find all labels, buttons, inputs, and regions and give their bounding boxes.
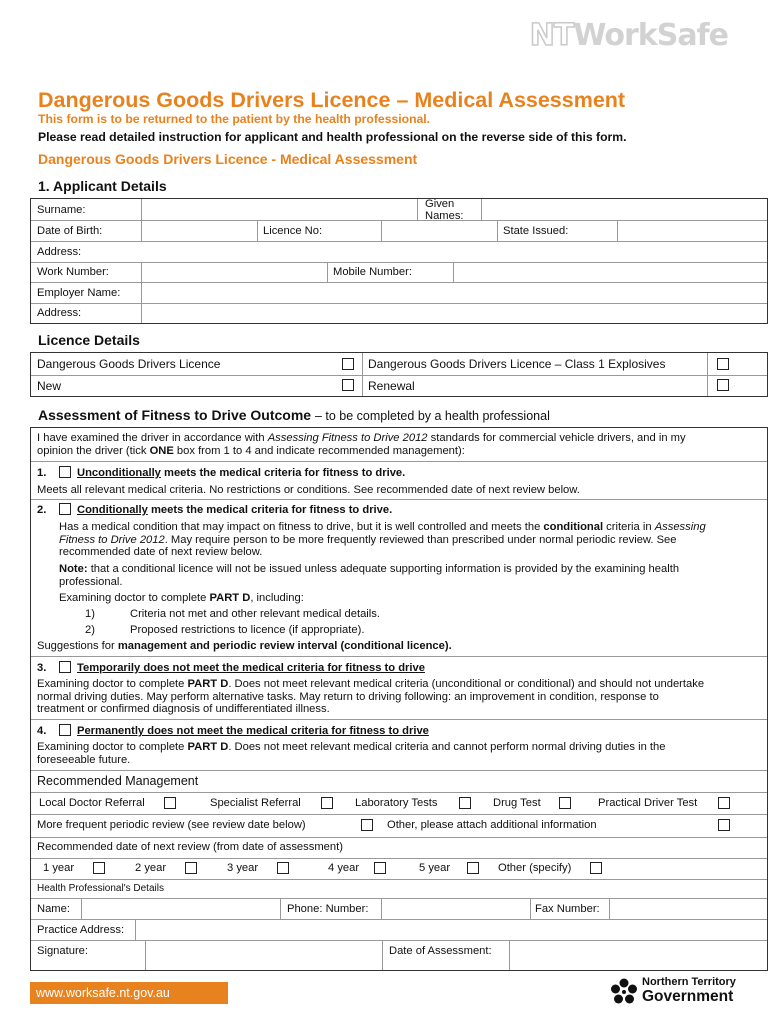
review-1-year-checkbox[interactable] [93, 862, 105, 874]
licence-no-field[interactable] [381, 220, 497, 241]
outcome-3-title: Temporarily does not meet the medical criteria for fitness to drive [77, 662, 425, 674]
mobile-number-field[interactable] [453, 262, 767, 282]
renewal-checkbox[interactable] [717, 379, 729, 391]
outcome-2-checkbox[interactable] [59, 503, 71, 515]
outcome-2-desc: Has a medical condition that may impact on fitness to drive, but it is well controlled and meets the conditional criteria in Assessing Fitness to Drive 2012. May require person to be more frequently reviewed than prescribed under normal periodic review. See recommended date of next review below. [59, 521, 706, 559]
given-names-label: Given Names: [425, 197, 464, 222]
review-5-year-checkbox[interactable] [467, 862, 479, 874]
licence-no-label: Licence No: [263, 224, 323, 237]
dg-class1-checkbox[interactable] [717, 358, 729, 370]
outcome-4-checkbox[interactable] [59, 724, 71, 736]
hp-date-field[interactable] [509, 940, 767, 970]
mobile-number-label: Mobile Number: [333, 266, 412, 278]
hp-phone-field[interactable] [381, 898, 531, 919]
outcome-4-title: Permanently does not meet the medical criteria for fitness to drive [77, 725, 429, 737]
given-names-field[interactable] [481, 199, 767, 220]
licence-table [30, 352, 768, 397]
practical-test-checkbox[interactable] [718, 797, 730, 809]
instruction-notice: Please read detailed instruction for applicant and health professional on the reverse side of this form. [38, 130, 627, 144]
dob-label: Date of Birth: [37, 224, 103, 237]
management-heading: Recommended Management [37, 774, 199, 788]
dg-licence-checkbox[interactable] [342, 358, 354, 370]
assessment-heading: Assessment of Fitness to Drive Outcome – to be completed by a health professional [38, 407, 550, 423]
surname-label: Surname: [37, 203, 86, 216]
surname-field[interactable] [141, 199, 417, 220]
outcome-1-title: Unconditionally meets the medical criteria for fitness to drive. [77, 467, 406, 479]
renewal-label: Renewal [368, 378, 415, 393]
applicant-table [30, 198, 768, 324]
form-name: Dangerous Goods Drivers Licence - Medical Assessment [38, 151, 418, 167]
nt-government-logo: Northern Territory Government [610, 974, 758, 1010]
hp-signature-field[interactable] [145, 940, 383, 970]
assessment-box: I have examined the driver in accordance with Assessing Fitness to Drive 2012 standards for commercial vehicle drivers, and in my opinion the driver (tick ONE box from 1 to 4 and indicate recommended management): 1. Unconditionally meets the medical criteria for fitness to drive. Meets all relevant medical criteria. No restrictions or conditions. See recommended date of next review below. 2. Conditionally meets the medical criteria for fitness to drive. Has a medical condition that may impact on fitness to drive, but it is well controlled and meets the conditional criteria in Assessing Fitness to Drive 2012. May require person to be more frequently reviewed than prescribed under normal periodic review. See recommended date of next review below. Note: that a conditional licence will not be issued unless adequate supporting information is provided by the examining health professional. Examining doctor to complete PART D, including: 1) Criteria not met and other relevant medical details. 2) Proposed restrictions to licence (if appropriate). Suggestions for management and periodic review interval (conditional licence). 3. Temporarily does not meet the medical criteria for fitness to drive Examining doctor to complete PART D. Does not meet relevant medical criteria (unconditional or conditional) and should not undertake normal driving duties. May perform alternative tasks. May return to driving following: an improvement in condition, response to treatment or confirmed diagnosis of undifferentiated illness. 4. Permanently does not meet the medical criteria for fitness to drive Examining doctor to complete PART D. Does not meet relevant medical criteria and cannot perform normal driving duties in the foreseeable future. Recommended Management Local Doctor Referral Specialist Referral Laboratory Tests Drug Test Practical Driver Test More frequent periodic review (see review date below) Other, please attach additional information Recommended date of next review (from date of assessment) 1 year 2 year 3 year 4 year 5 year Other (specify) Health Professional's Details Name: Phone: Number: Fax Number: Practice Address: Signature: Date of Assessment: [30, 427, 768, 971]
website-link[interactable]: www.worksafe.nt.gov.au [30, 982, 228, 1004]
new-label: New [37, 378, 62, 393]
outcome-2-suggestions: Suggestions for management and periodic review interval (conditional licence). [37, 640, 452, 652]
outcome-2-title: Conditionally meets the medical criteria for fitness to drive. [77, 504, 393, 516]
outcome-2-item-2: Proposed restrictions to licence (if appropriate). [130, 624, 365, 636]
employer-name-field[interactable] [141, 282, 767, 303]
lab-tests-checkbox[interactable] [459, 797, 471, 809]
outcome-3-checkbox[interactable] [59, 661, 71, 673]
state-issued-label: State Issued: [503, 224, 569, 237]
applicant-heading: 1. Applicant Details [38, 178, 167, 194]
hp-practice-address-field[interactable] [135, 919, 767, 940]
outcome-2-note: Note: that a conditional licence will not be issued unless adequate supporting information is provided by the examining health professional. [59, 563, 680, 588]
other-info-checkbox[interactable] [718, 819, 730, 831]
assessment-intro: I have examined the driver in accordance with Assessing Fitness to Drive 2012 standards for commercial vehicle drivers, and in my opinion the driver (tick ONE box from 1 to 4 and indicate recommended management): [37, 432, 686, 457]
return-notice: This form is to be returned to the patient by the health professional. [38, 112, 431, 126]
dob-field[interactable] [141, 220, 257, 241]
review-4-year-checkbox[interactable] [374, 862, 386, 874]
outcome-3-desc: Examining doctor to complete PART D. Does not meet relevant medical criteria (unconditional or conditional) and should not undertake normal driving duties. May perform alternative tasks. May return to driving following: an improvement in condition, response to treatment or confirmed diagnosis of undifferentiated illness. [37, 678, 705, 716]
next-review-heading: Recommended date of next review (from date of assessment) [37, 841, 343, 853]
new-checkbox[interactable] [342, 379, 354, 391]
hp-name-field[interactable] [81, 898, 281, 919]
nt-flower-icon [610, 978, 638, 1006]
review-3-year-checkbox[interactable] [277, 862, 289, 874]
health-professional-heading: Health Professional's Details [37, 883, 164, 894]
address-label: Address: [37, 245, 82, 258]
licence-heading: Licence Details [38, 332, 140, 348]
dg-class1-label: Dangerous Goods Drivers Licence – Class 1 Explosives [368, 357, 666, 371]
employer-name-label: Employer Name: [37, 286, 121, 299]
outcome-1-checkbox[interactable] [59, 466, 71, 478]
local-doctor-checkbox[interactable] [164, 797, 176, 809]
outcome-2-item-1: Criteria not met and other relevant medical details. [130, 608, 380, 620]
employer-address-label: Address: [37, 307, 82, 319]
dg-licence-label: Dangerous Goods Drivers Licence [37, 357, 221, 371]
review-2-year-checkbox[interactable] [185, 862, 197, 874]
outcome-2-exam: Examining doctor to complete PART D, including: [59, 592, 304, 604]
drug-test-checkbox[interactable] [559, 797, 571, 809]
work-number-label: Work Number: [37, 266, 109, 278]
page-title: Dangerous Goods Drivers Licence – Medical Assessment [38, 88, 626, 112]
work-number-field[interactable] [141, 262, 327, 282]
state-issued-field[interactable] [617, 220, 767, 241]
hp-fax-field[interactable] [609, 898, 767, 919]
outcome-4-desc: Examining doctor to complete PART D. Does not meet relevant medical criteria and cannot perform normal driving duties in the foreseeable future. [37, 741, 666, 766]
employer-address-field[interactable] [141, 303, 767, 323]
review-other-checkbox[interactable] [590, 862, 602, 874]
specialist-checkbox[interactable] [321, 797, 333, 809]
periodic-review-checkbox[interactable] [361, 819, 373, 831]
outcome-1-desc: Meets all relevant medical criteria. No restrictions or conditions. See recommended date of next review below. [37, 484, 580, 496]
worksafe-logo: NTWorkSafe [529, 18, 728, 53]
